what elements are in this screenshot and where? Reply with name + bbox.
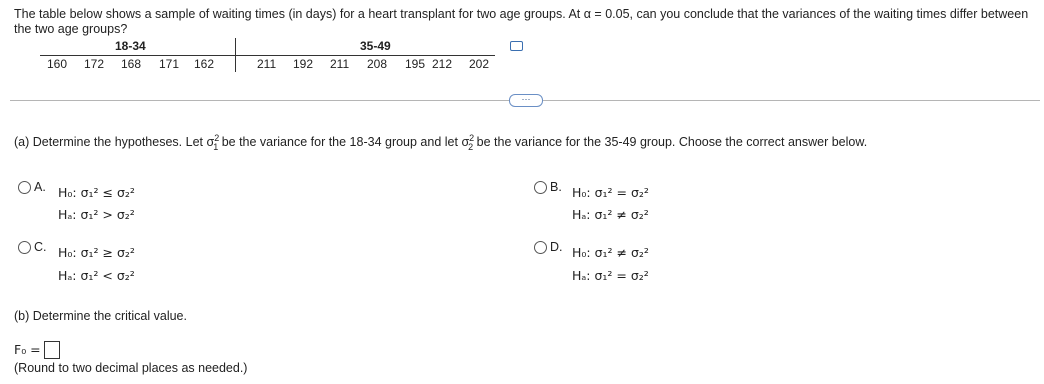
option-a-ha: Hₐ: σ₁² > σ₂²: [58, 207, 135, 222]
table-divider: [235, 38, 236, 72]
table-cell: 168: [121, 57, 142, 71]
part-a-text-post: be the variance for the 35-49 group. Choose the correct answer below.: [473, 135, 868, 149]
option-c-ha: Hₐ: σ₁² < σ₂²: [58, 268, 135, 283]
option-c-h0: H₀: σ₁² ≥ σ₂²: [58, 245, 135, 260]
question-intro: The table below shows a sample of waiting times (in days) for a heart transplant for two age groups. At α = 0.05, can you conclude that the variances of the waiting times differ between the two age groups?: [14, 7, 1029, 36]
option-b-ha: Hₐ: σ₁² ≠ σ₂²: [572, 207, 649, 222]
option-d-h0: H₀: σ₁² ≠ σ₂²: [572, 245, 649, 260]
table-cell: 160: [47, 57, 68, 71]
option-d-ha: Hₐ: σ₁² = σ₂²: [572, 268, 649, 283]
option-d-radio[interactable]: [534, 241, 547, 254]
table-cell: 211: [330, 57, 350, 71]
table-cell: 211: [257, 57, 277, 71]
table-cell: 202: [469, 57, 490, 71]
part-b-prompt: (b) Determine the critical value.: [14, 309, 187, 323]
part-a-prompt: (a) Determine the hypotheses. Let $\sigma^2_1$ be the variance for the 18-34 group and let $\sigma^2_2$ be the variance for the 35-49 group. Choose the correct answer below.: [14, 132, 868, 152]
table-cell: 192: [293, 57, 314, 71]
table-header-35-49: 35-49: [360, 39, 391, 53]
part-a-text-mid: be the variance for the 18-34 group and let σ: [218, 135, 470, 149]
table-cell: 208: [367, 57, 388, 71]
table-cell: 171: [159, 57, 180, 71]
table-cell: 162: [194, 57, 215, 71]
table-cell: 195: [405, 57, 426, 71]
table-rule: [40, 55, 495, 56]
table-cell: 172: [84, 57, 105, 71]
more-button[interactable]: ⋯: [509, 94, 543, 107]
option-a-h0: H₀: σ₁² ≤ σ₂²: [58, 185, 135, 200]
option-d-label[interactable]: D.: [550, 240, 563, 254]
option-c-radio[interactable]: [18, 241, 31, 254]
option-b-label[interactable]: B.: [550, 180, 562, 194]
table-icon[interactable]: [510, 41, 523, 51]
option-b-radio[interactable]: [534, 181, 547, 194]
option-c-label[interactable]: C.: [34, 240, 47, 254]
critical-value-input[interactable]: [44, 341, 60, 359]
rounding-hint: (Round to two decimal places as needed.): [14, 361, 248, 375]
option-a-radio[interactable]: [18, 181, 31, 194]
part-a-text-pre: (a) Determine the hypotheses. Let σ: [14, 135, 215, 149]
f-critical-label: F₀ =: [14, 342, 41, 357]
table-cell: 212: [432, 57, 453, 71]
table-header-18-34: 18-34: [115, 39, 146, 53]
option-a-label[interactable]: A.: [34, 180, 46, 194]
option-b-h0: H₀: σ₁² = σ₂²: [572, 185, 649, 200]
